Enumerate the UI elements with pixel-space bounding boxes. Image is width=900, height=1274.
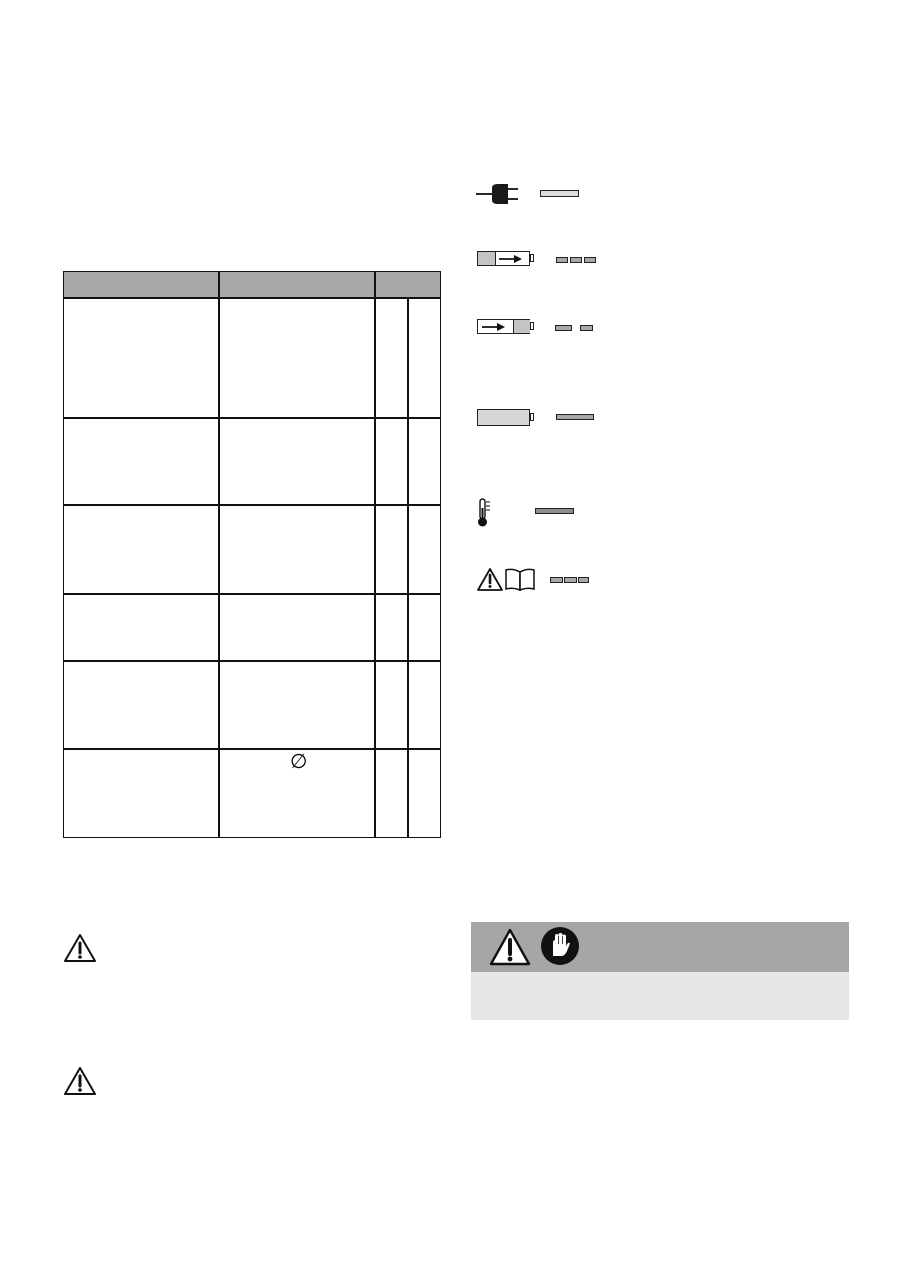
table-subcol-divider — [407, 299, 409, 837]
warning-triangle-icon — [488, 927, 532, 972]
banner-body — [471, 972, 849, 1020]
diameter-symbol: ∅ — [290, 751, 308, 773]
warning-triangle-icon — [476, 567, 504, 597]
protective-gloves-icon — [540, 926, 580, 971]
table-row-divider — [64, 417, 440, 419]
arrow-right-icon — [499, 254, 523, 264]
battery-cap — [530, 413, 534, 421]
warning-triangle-icon — [63, 1066, 97, 1096]
spec-table — [63, 271, 441, 838]
table-row-divider — [64, 504, 440, 506]
table-col-divider — [374, 272, 376, 837]
battery-fill — [478, 252, 496, 265]
table-row-divider — [64, 660, 440, 662]
indicator-segment — [580, 325, 593, 331]
indicator-bar — [540, 190, 579, 197]
indicator-segment — [570, 257, 582, 263]
battery-cap — [530, 322, 534, 330]
battery-fill — [513, 320, 530, 333]
warning-banner — [471, 922, 849, 1020]
indicator-bar — [556, 414, 594, 420]
indicator-segment — [584, 257, 596, 263]
table-row-divider — [64, 593, 440, 595]
battery-discharging-icon — [477, 319, 530, 334]
arrow-right-icon — [482, 322, 506, 332]
battery-full-icon — [477, 409, 530, 426]
indicator-segment — [564, 577, 577, 583]
indicator-segment — [578, 577, 589, 583]
thermometer-icon — [476, 498, 492, 533]
power-plug-icon — [476, 181, 526, 212]
indicator-segment — [556, 257, 568, 263]
indicator-segment — [555, 325, 572, 331]
table-col-divider — [218, 272, 220, 837]
indicator-segment — [550, 577, 563, 583]
table-row-divider — [64, 748, 440, 750]
banner-header — [471, 922, 849, 972]
manual-book-icon — [504, 567, 536, 597]
battery-cap — [530, 254, 534, 262]
indicator-bar — [535, 508, 574, 514]
table-header-row — [64, 272, 440, 299]
battery-charging-icon — [477, 251, 530, 266]
warning-triangle-icon — [63, 933, 97, 963]
